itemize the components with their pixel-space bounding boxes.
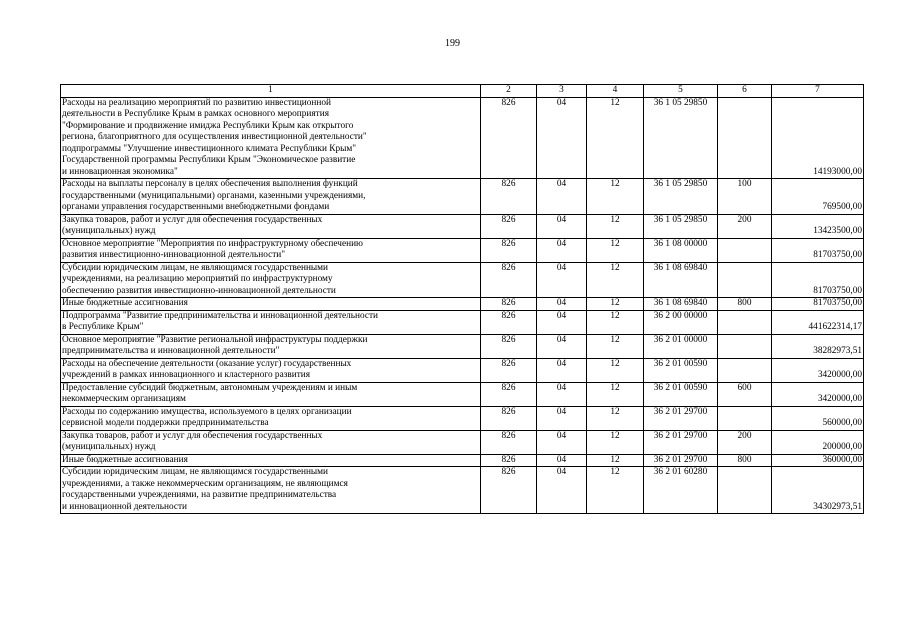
expense-type-cell: 800 [718, 298, 772, 311]
table-row [61, 358, 864, 382]
subsection-code-cell: 12 [587, 179, 644, 215]
target-article-cell: 36 1 05 29850 [644, 214, 718, 238]
row-name-line: развития инвестиционно-инновационной деятельности" [62, 250, 286, 260]
expense-type-cell: 200 [718, 214, 772, 238]
target-article-cell: 36 2 01 29700 [644, 406, 718, 430]
section-code-cell: 04 [537, 310, 587, 334]
amount-cell: 34302973,51 [772, 467, 864, 514]
expense-type-cell: 600 [718, 382, 772, 406]
section-code-cell: 04 [537, 334, 587, 358]
amount-cell: 14193000,00 [772, 97, 864, 179]
row-name-line: учреждениями, на реализацию мероприятий по инфраструктурному [62, 274, 333, 284]
target-article-cell: 36 1 08 69840 [644, 298, 718, 311]
table-row [61, 238, 864, 262]
row-name-cell [61, 262, 481, 298]
amount-cell: 3420000,00 [772, 382, 864, 406]
expense-type-cell: 200 [718, 430, 772, 454]
target-article-cell: 36 2 01 00000 [644, 334, 718, 358]
column-header: 5 [644, 85, 718, 98]
admin-code-cell: 826 [481, 382, 537, 406]
expense-type-cell [718, 406, 772, 430]
row-name-line: Закупка товаров, работ и услуг для обеспечения государственных [62, 214, 323, 225]
amount-cell: 560000,00 [772, 406, 864, 430]
target-article-cell: 36 1 05 29850 [644, 179, 718, 215]
row-name-line: государственными учреждениями, на развитие предпринимательства [62, 490, 337, 500]
admin-code-cell: 826 [481, 406, 537, 430]
subsection-code-cell: 12 [587, 334, 644, 358]
row-name-cell [61, 430, 481, 454]
row-name-cell [61, 358, 481, 382]
row-name-line: учреждений в рамках инновационного и кластерного развития [62, 370, 311, 380]
row-name-line: Расходы на реализацию мероприятий по развитию инвестиционной [62, 97, 332, 108]
row-name-line: (муниципальных) нужд [62, 442, 156, 452]
section-code-cell: 04 [537, 454, 587, 467]
column-header: 6 [718, 85, 772, 98]
row-name-line: некоммерческим организациям [62, 394, 186, 404]
section-code-cell: 04 [537, 358, 587, 382]
row-name-cell [61, 467, 481, 514]
subsection-code-cell: 12 [587, 406, 644, 430]
row-name-line: Подпрограмма "Развитие предпринимательства и инновационной деятельности [62, 310, 379, 321]
row-name-cell [61, 406, 481, 430]
amount-cell: 13423500,00 [772, 214, 864, 238]
row-name-line: Субсидии юридическим лицам, не являющимся государственными [62, 262, 329, 273]
row-name-line: предпринимательства и инновационной деятельности" [62, 346, 280, 356]
amount-cell: 81703750,00 [772, 298, 864, 311]
section-code-cell: 04 [537, 406, 587, 430]
table-row [61, 214, 864, 238]
expense-type-cell: 100 [718, 179, 772, 215]
table-row [61, 298, 864, 311]
row-name-line: Закупка товаров, работ и услуг для обеспечения государственных [62, 430, 323, 441]
amount-cell: 200000,00 [772, 430, 864, 454]
row-name-line: Расходы по содержанию имущества, используемого в целях организации [62, 406, 352, 417]
admin-code-cell: 826 [481, 179, 537, 215]
table-row [61, 406, 864, 430]
target-article-cell: 36 2 00 00000 [644, 310, 718, 334]
table-body [61, 85, 864, 514]
admin-code-cell: 826 [481, 467, 537, 514]
expense-type-cell [718, 97, 772, 179]
admin-code-cell: 826 [481, 97, 537, 179]
amount-cell: 441622314,17 [772, 310, 864, 334]
table-row [61, 262, 864, 298]
row-name-line: Предоставление субсидий бюджетным, автономным учреждениям и иным [62, 382, 358, 393]
subsection-code-cell: 12 [587, 97, 644, 179]
column-header: 7 [772, 85, 864, 98]
table-row [61, 382, 864, 406]
section-code-cell: 04 [537, 430, 587, 454]
expense-type-cell [718, 334, 772, 358]
row-name-line: и инновационной деятельности [62, 501, 187, 512]
subsection-code-cell: 12 [587, 310, 644, 334]
row-name-cell [61, 298, 481, 311]
column-header: 4 [587, 85, 644, 98]
subsection-code-cell: 12 [587, 430, 644, 454]
row-name-cell [61, 454, 481, 467]
target-article-cell: 36 2 01 00590 [644, 358, 718, 382]
subsection-code-cell: 12 [587, 467, 644, 514]
expense-type-cell: 800 [718, 454, 772, 467]
subsection-code-cell: 12 [587, 298, 644, 311]
amount-cell: 38282973,51 [772, 334, 864, 358]
table-row [61, 97, 864, 179]
section-code-cell: 04 [537, 179, 587, 215]
section-code-cell: 04 [537, 238, 587, 262]
row-name-line: Основное мероприятие "Развитие региональной инфраструктуры поддержки [62, 334, 368, 345]
admin-code-cell: 826 [481, 262, 537, 298]
target-article-cell: 36 2 01 29700 [644, 430, 718, 454]
row-name-cell [61, 310, 481, 334]
row-name-line: органами управления государственными внебюджетными фондами [62, 202, 330, 212]
column-header: 3 [537, 85, 587, 98]
row-name-line: подпрограммы "Улучшение инвестиционного климата Республики Крым" [62, 143, 357, 154]
subsection-code-cell: 12 [587, 238, 644, 262]
row-name-cell [61, 214, 481, 238]
budget-table [60, 84, 864, 514]
subsection-code-cell: 12 [587, 262, 644, 298]
row-name-line: государственными (муниципальными) органами, казенными учреждениями, [62, 190, 366, 201]
row-name-line: Расходы на обеспечение деятельности (оказание услуг) государственных [62, 358, 352, 369]
row-name-cell [61, 382, 481, 406]
table-row [61, 454, 864, 467]
admin-code-cell: 826 [481, 214, 537, 238]
section-code-cell: 04 [537, 298, 587, 311]
row-name-line: региона, благоприятного для осуществления инвестиционной деятельности" [62, 132, 367, 142]
target-article-cell: 36 2 01 00590 [644, 382, 718, 406]
column-header: 1 [61, 85, 481, 98]
page-number: 199 [445, 38, 460, 49]
target-article-cell: 36 2 01 60280 [644, 467, 718, 514]
subsection-code-cell: 12 [587, 214, 644, 238]
amount-cell: 81703750,00 [772, 238, 864, 262]
row-name-line: деятельности в Республике Крым в рамках основного мероприятия [62, 109, 329, 119]
row-name-line: (муниципальных) нужд [62, 226, 156, 236]
expense-type-cell [718, 238, 772, 262]
target-article-cell: 36 1 08 00000 [644, 238, 718, 262]
table-row [61, 179, 864, 215]
row-name-line: учреждениями, а также некоммерческим организациям, не являющимся [62, 478, 348, 489]
admin-code-cell: 826 [481, 334, 537, 358]
row-name-cell [61, 238, 481, 262]
amount-cell: 769500,00 [772, 179, 864, 215]
admin-code-cell: 826 [481, 238, 537, 262]
row-name-line: Субсидии юридическим лицам, не являющимся государственными [62, 467, 329, 477]
row-name-line: в Республике Крым" [62, 322, 144, 332]
admin-code-cell: 826 [481, 310, 537, 334]
section-code-cell: 04 [537, 382, 587, 406]
admin-code-cell: 826 [481, 454, 537, 467]
section-code-cell: 04 [537, 262, 587, 298]
table-row [61, 430, 864, 454]
row-name-line: "Формирование и продвижение имиджа Республики Крым как открытого [62, 120, 354, 131]
expense-type-cell [718, 262, 772, 298]
section-code-cell: 04 [537, 97, 587, 179]
table-row [61, 467, 864, 514]
table-row [61, 334, 864, 358]
expense-type-cell [718, 467, 772, 514]
row-name-line: сервисной модели поддержки предпринимательства [62, 418, 269, 428]
subsection-code-cell: 12 [587, 382, 644, 406]
row-name-cell [61, 97, 481, 179]
subsection-code-cell: 12 [587, 454, 644, 467]
row-name-line: Иные бюджетные ассигнования [62, 454, 188, 465]
amount-cell: 3420000,00 [772, 358, 864, 382]
amount-cell: 360000,00 [772, 454, 864, 467]
row-name-line: и инновационная экономика" [62, 166, 178, 177]
admin-code-cell: 826 [481, 430, 537, 454]
target-article-cell: 36 1 08 69840 [644, 262, 718, 298]
admin-code-cell: 826 [481, 358, 537, 382]
section-code-cell: 04 [537, 467, 587, 514]
section-code-cell: 04 [537, 214, 587, 238]
expense-type-cell [718, 310, 772, 334]
row-name-line: Основное мероприятие "Мероприятия по инфраструктурному обеспечению [62, 238, 364, 249]
row-name-line: Государственной программы Республики Крым "Экономическое развитие [62, 155, 356, 165]
target-article-cell: 36 1 05 29850 [644, 97, 718, 179]
expense-type-cell [718, 358, 772, 382]
header-row [61, 85, 864, 98]
column-header: 2 [481, 85, 537, 98]
amount-cell: 81703750,00 [772, 262, 864, 298]
row-name-cell [61, 179, 481, 215]
row-name-cell [61, 334, 481, 358]
target-article-cell: 36 2 01 29700 [644, 454, 718, 467]
admin-code-cell: 826 [481, 298, 537, 311]
row-name-line: Иные бюджетные ассигнования [62, 298, 188, 308]
subsection-code-cell: 12 [587, 358, 644, 382]
row-name-line: Расходы на выплаты персоналу в целях обеспечения выполнения функций [62, 179, 358, 189]
row-name-line: обеспечению развития инвестиционно-инновационной деятельности [62, 285, 336, 296]
table-row [61, 310, 864, 334]
